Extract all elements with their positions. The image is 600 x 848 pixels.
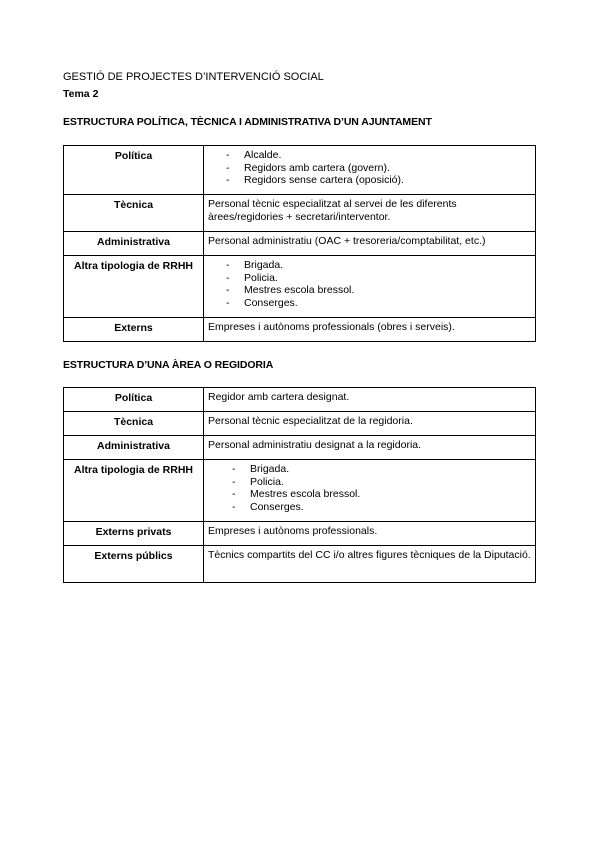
table-row — [64, 232, 536, 256]
list-item: - Brigada. — [226, 259, 531, 272]
row-content: Regidor amb cartera designat. — [204, 388, 536, 412]
row-label: Externs públics — [64, 546, 204, 583]
row-label: Altra tipologia de RRHH — [64, 460, 204, 522]
ajuntament-structure-table — [63, 145, 536, 342]
row-content: Personal administratiu (OAC + tresoreria/comptabilitat, etc.) — [204, 232, 536, 256]
dash-list — [208, 149, 531, 187]
row-label: Altra tipologia de RRHH — [64, 256, 204, 318]
list-item: - Regidors sense cartera (oposició). — [226, 174, 531, 187]
row-content: Personal administratiu designat a la regidoria. — [204, 436, 536, 460]
table-row — [64, 412, 536, 436]
document-title: GESTIÓ DE PROJECTES D’INTERVENCIÓ SOCIAL — [63, 71, 324, 83]
row-label: Administrativa — [64, 232, 204, 256]
list-item: - Regidors amb cartera (govern). — [226, 162, 531, 175]
dash-list — [208, 463, 531, 513]
list-item: - Alcalde. — [226, 149, 531, 162]
row-label: Tècnica — [64, 412, 204, 436]
table-row — [64, 436, 536, 460]
table-row — [64, 522, 536, 546]
list-item: - Mestres escola bressol. — [226, 284, 531, 297]
row-content — [204, 256, 536, 318]
list-item: - Conserges. — [232, 501, 531, 514]
table-row — [64, 546, 536, 583]
section-heading-area: ESTRUCTURA D’UNA ÀREA O REGIDORIA — [63, 359, 274, 371]
row-label: Externs privats — [64, 522, 204, 546]
row-content: Personal tècnic especialitzat al servei de les diferents àrees/regidories + secretari/interventor. — [204, 195, 536, 232]
row-content: Empreses i autònoms professionals (obres i serveis). — [204, 318, 536, 342]
list-item: - Brigada. — [232, 463, 531, 476]
area-structure-table — [63, 387, 536, 583]
row-content: Tècnics compartits del CC i/o altres figures tècniques de la Diputació. — [204, 546, 536, 583]
list-item: - Conserges. — [226, 297, 531, 310]
row-content: Personal tècnic especialitzat de la regidoria. — [204, 412, 536, 436]
row-content — [204, 460, 536, 522]
list-item: - Policia. — [226, 272, 531, 285]
table-row — [64, 460, 536, 522]
row-label: Externs — [64, 318, 204, 342]
table-row — [64, 388, 536, 412]
list-item: - Policia. — [232, 476, 531, 489]
table-row — [64, 318, 536, 342]
table-row — [64, 256, 536, 318]
row-label: Administrativa — [64, 436, 204, 460]
row-label: Política — [64, 388, 204, 412]
dash-list — [208, 259, 531, 309]
row-content: Empreses i autònoms professionals. — [204, 522, 536, 546]
table-row — [64, 195, 536, 232]
row-label: Política — [64, 146, 204, 195]
table-row — [64, 146, 536, 195]
row-content — [204, 146, 536, 195]
section-heading-ajuntament: ESTRUCTURA POLÍTICA, TÈCNICA I ADMINISTRATIVA D’UN AJUNTAMENT — [63, 116, 432, 128]
list-item: - Mestres escola bressol. — [232, 488, 531, 501]
document-subtitle: Tema 2 — [63, 88, 99, 100]
row-label: Tècnica — [64, 195, 204, 232]
